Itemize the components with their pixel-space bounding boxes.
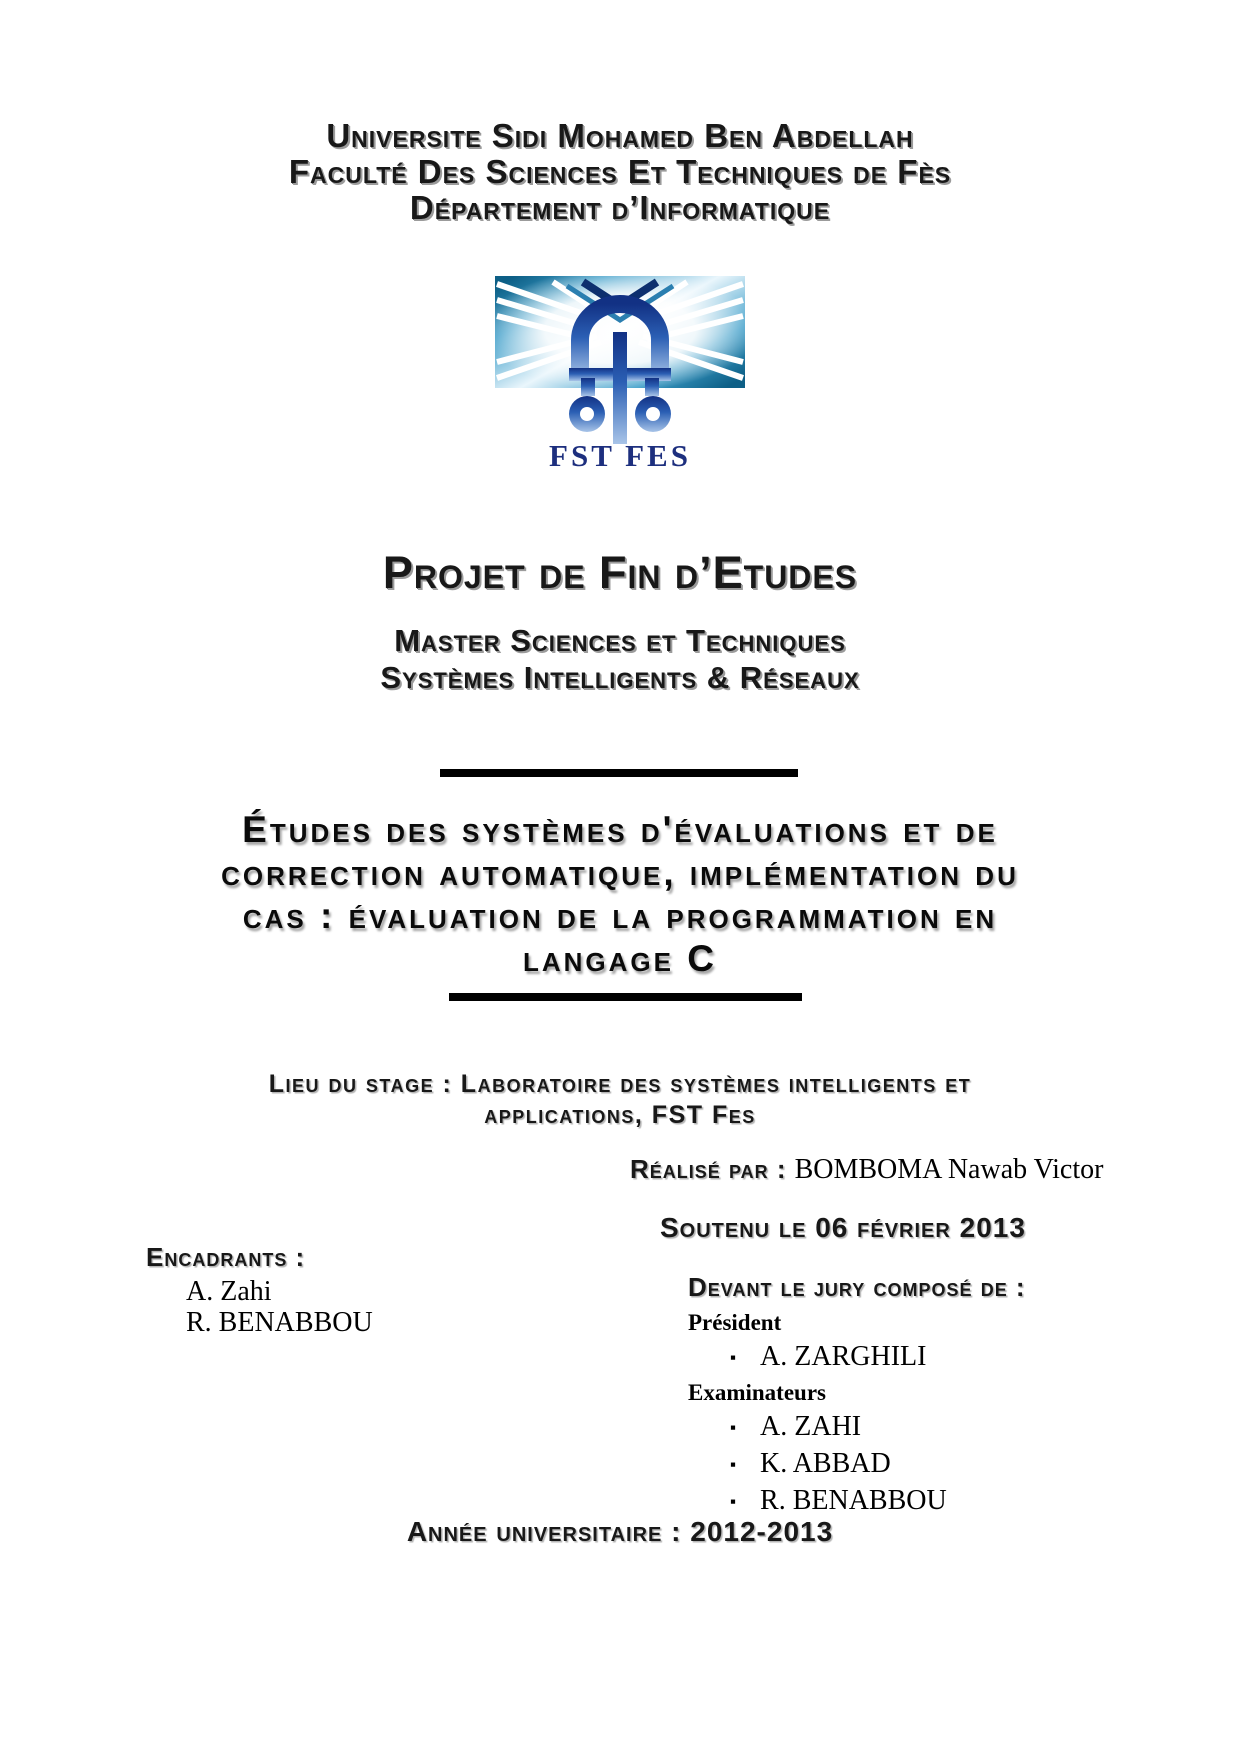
academic-year: Année universitaire : 2012-2013 [406, 1516, 834, 1547]
jury-president-label: Président [688, 1310, 782, 1335]
thesis-title-line: Études des systèmes d'évaluations et de [242, 809, 998, 850]
defense-date: Soutenu le 06 février 2013 [660, 1212, 1026, 1243]
jury-member-row [730, 1341, 1118, 1373]
faculty-name: Faculté Des Sciences Et Techniques de Fès [288, 153, 952, 190]
thesis-title [0, 808, 1240, 980]
author-name: BOMBOMA Nawab Victor [794, 1154, 1104, 1185]
jury-examiners-label: Examinateurs [688, 1380, 826, 1405]
jury-member-row [730, 1448, 1118, 1480]
jury-member-name: K. ABBAD [760, 1448, 891, 1479]
master-program [0, 622, 1240, 696]
university-name: Universite Sidi Mohamed Ben Abdellah [326, 117, 914, 154]
supervisor-name: A. Zahi [186, 1276, 272, 1307]
jury-member-row [730, 1485, 1118, 1517]
supervisors-label: Encadrants : [146, 1242, 306, 1272]
university-header [0, 118, 1240, 226]
jury-member-name: A. ZARGHILI [760, 1341, 927, 1372]
project-title: Projet de Fin d’Etudes [382, 547, 858, 598]
specialty-line: Systèmes Intelligents & Réseaux [380, 660, 860, 695]
jury-member-name: R. BENABBOU [760, 1485, 947, 1516]
thesis-title-line: cas : évaluation de la programmation en [242, 895, 998, 936]
master-line: Master Sciences et Techniques [394, 623, 846, 658]
bullet-square-icon: ▪ [730, 1417, 737, 1437]
internship-line: applications, FST Fes [484, 1101, 756, 1129]
jury-member-name: A. ZAHI [760, 1411, 862, 1442]
department-name: Département d’Informatique [409, 189, 831, 226]
university-logo [483, 274, 757, 474]
thesis-title-line: correction automatique, implémentation du [221, 852, 1019, 893]
supervisors-list [186, 1276, 373, 1338]
bullet-square-icon: ▪ [730, 1491, 737, 1511]
author-line [630, 1154, 1103, 1186]
internship-line: Lieu du stage : Laboratoire des systèmes intelligents et [268, 1070, 972, 1098]
jury-section [688, 1272, 1118, 1520]
divider-bottom [449, 993, 802, 1001]
author-label: Réalisé par : [630, 1154, 787, 1184]
logo-caption: FST FES [549, 438, 691, 473]
bullet-square-icon: ▪ [730, 1347, 737, 1367]
supervisor-name: R. BENABBOU [186, 1307, 373, 1338]
bullet-square-icon: ▪ [730, 1454, 737, 1474]
jury-label: Devant le jury composé de : [688, 1272, 1026, 1302]
fst-fes-logo-icon [483, 274, 757, 474]
internship-location [0, 1069, 1240, 1131]
thesis-title-line: langage C [523, 938, 717, 979]
divider-top [440, 769, 798, 777]
jury-member-row [730, 1411, 1118, 1443]
